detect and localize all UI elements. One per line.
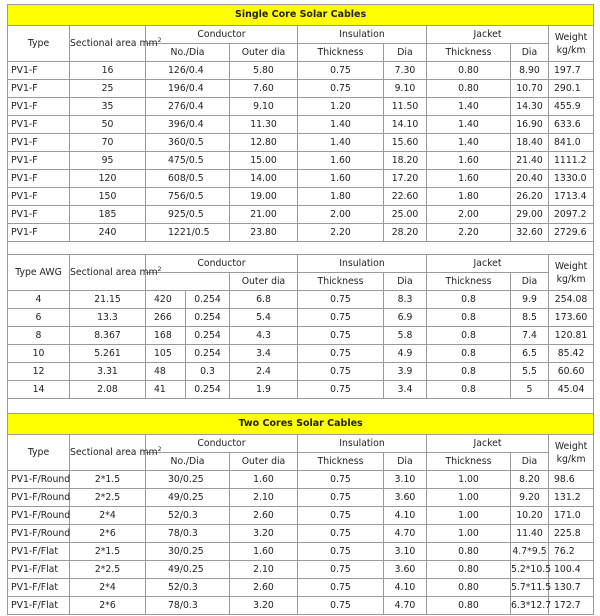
no-dia-cell: 276/0.4 (146, 98, 230, 116)
type-cell: PV1-F/Flat (8, 579, 70, 597)
no-dia-cell: 30/0.25 (146, 471, 230, 489)
ins-thickness-cell: 0.75 (298, 561, 384, 579)
type-cell: PV1-F (8, 62, 70, 80)
outer-dia-cell: 3.20 (230, 597, 298, 615)
table-row (8, 381, 594, 399)
area-cell: 95 (70, 152, 146, 170)
jac-dia-cell: 14.30 (511, 98, 549, 116)
jac-thickness-cell: 1.00 (427, 507, 511, 525)
type-cell: PV1-F/Round (8, 489, 70, 507)
weight-cell: 225.8 (549, 525, 594, 543)
outer-dia-cell: 2.10 (230, 489, 298, 507)
ins-thickness-cell: 0.75 (298, 327, 384, 345)
table-row (8, 134, 594, 152)
type-cell: PV1-F (8, 170, 70, 188)
jac-dia-cell: 8.5 (511, 309, 549, 327)
jac-dia-cell: 7.4 (511, 327, 549, 345)
table-row (8, 224, 594, 242)
wire-count-cell: 420 (146, 291, 186, 309)
s2-gap-row (8, 399, 594, 414)
jac-thickness-cell: 0.80 (427, 62, 511, 80)
type-cell: PV1-F/Flat (8, 597, 70, 615)
no-dia-cell: 1221/0.5 (146, 224, 230, 242)
no-dia-cell: 196/0.4 (146, 80, 230, 98)
type-cell: PV1-F/Round (8, 525, 70, 543)
ins-dia-cell: 3.60 (384, 489, 427, 507)
jac-dia-cell: 5.2*10.5 (511, 561, 549, 579)
no-dia-cell: 78/0.3 (146, 597, 230, 615)
jac-thickness-cell: 0.8 (427, 345, 511, 363)
table-row (8, 309, 594, 327)
jac-thickness-cell: 1.40 (427, 98, 511, 116)
jac-thickness-cell: 1.80 (427, 188, 511, 206)
no-dia-cell: 49/0.25 (146, 489, 230, 507)
type-cell: PV1-F (8, 98, 70, 116)
area-cell: 2*6 (70, 525, 146, 543)
weight-cell: 60.60 (549, 363, 594, 381)
s1-insulation-header: Insulation (298, 26, 427, 44)
ins-thickness-cell: 1.60 (298, 152, 384, 170)
s3-ins-dia-header: Dia (384, 453, 427, 471)
no-dia-cell: 360/0.5 (146, 134, 230, 152)
s2-nodia-header-blank (146, 273, 230, 291)
ins-thickness-cell: 0.75 (298, 579, 384, 597)
cable-spec-sheet (7, 4, 593, 615)
type-cell: PV1-F (8, 188, 70, 206)
s1-jac-dia-header: Dia (511, 44, 549, 62)
table-row (8, 80, 594, 98)
ins-thickness-cell: 0.75 (298, 309, 384, 327)
weight-cell: 633.6 (549, 116, 594, 134)
wire-dia-cell: 0.254 (186, 345, 230, 363)
wire-count-cell: 168 (146, 327, 186, 345)
ins-dia-cell: 5.8 (384, 327, 427, 345)
ins-dia-cell: 4.9 (384, 345, 427, 363)
s1-type-header: Type (8, 26, 70, 62)
table-row (8, 188, 594, 206)
outer-dia-cell: 2.60 (230, 579, 298, 597)
jac-dia-cell: 20.40 (511, 170, 549, 188)
ins-dia-cell: 3.10 (384, 543, 427, 561)
table-row (8, 170, 594, 188)
outer-dia-cell: 5.4 (230, 309, 298, 327)
s3-ins-thickness-header: Thickness (298, 453, 384, 471)
s1-ins-dia-header: Dia (384, 44, 427, 62)
jac-dia-cell: 5 (511, 381, 549, 399)
wire-dia-cell: 0.3 (186, 363, 230, 381)
jac-dia-cell: 21.40 (511, 152, 549, 170)
table-row (8, 116, 594, 134)
ins-dia-cell: 17.20 (384, 170, 427, 188)
jac-dia-cell: 9.20 (511, 489, 549, 507)
table-row (8, 579, 594, 597)
area-cell: 150 (70, 188, 146, 206)
awg-cell: 14 (8, 381, 70, 399)
jac-thickness-cell: 1.00 (427, 525, 511, 543)
s1-ins-thickness-header: Thickness (298, 44, 384, 62)
type-cell: PV1-F (8, 80, 70, 98)
ins-thickness-cell: 0.75 (298, 80, 384, 98)
wire-count-cell: 266 (146, 309, 186, 327)
s2-ins-dia-header: Dia (384, 273, 427, 291)
area-cell: 2*4 (70, 507, 146, 525)
no-dia-cell: 475/0.5 (146, 152, 230, 170)
s3-jac-thickness-header: Thickness (427, 453, 511, 471)
s2-jacket-header: Jacket (427, 255, 549, 273)
ins-thickness-cell: 0.75 (298, 525, 384, 543)
type-cell: PV1-F (8, 224, 70, 242)
type-cell: PV1-F/Flat (8, 561, 70, 579)
wire-dia-cell: 0.254 (186, 291, 230, 309)
table-row (8, 291, 594, 309)
s2-insulation-header: Insulation (298, 255, 427, 273)
s2-area-header: Sectional area $mm^2$ (70, 255, 146, 291)
table-row (8, 471, 594, 489)
weight-cell: 173.60 (549, 309, 594, 327)
cable-spec-table (7, 4, 594, 615)
table-row (8, 345, 594, 363)
ins-dia-cell: 7.30 (384, 62, 427, 80)
table-row (8, 327, 594, 345)
weight-cell: 85.42 (549, 345, 594, 363)
ins-thickness-cell: 2.00 (298, 206, 384, 224)
ins-thickness-cell: 0.75 (298, 62, 384, 80)
area-cell: 2*4 (70, 579, 146, 597)
ins-dia-cell: 9.10 (384, 80, 427, 98)
ins-thickness-cell: 0.75 (298, 363, 384, 381)
jac-thickness-cell: 0.8 (427, 363, 511, 381)
s3-header-row-1 (8, 435, 594, 453)
awg-cell: 8 (8, 327, 70, 345)
ins-thickness-cell: 0.75 (298, 489, 384, 507)
weight-cell: 455.9 (549, 98, 594, 116)
no-dia-cell: 925/0.5 (146, 206, 230, 224)
table-row (8, 489, 594, 507)
outer-dia-cell: 3.4 (230, 345, 298, 363)
area-cell: 21.15 (70, 291, 146, 309)
jac-dia-cell: 5.7*11.5 (511, 579, 549, 597)
area-cell: 50 (70, 116, 146, 134)
s3-nodia-header: No./Dia (146, 453, 230, 471)
jac-dia-cell: 6.5 (511, 345, 549, 363)
outer-dia-cell: 1.60 (230, 471, 298, 489)
jac-thickness-cell: 0.80 (427, 579, 511, 597)
table-row (8, 543, 594, 561)
outer-dia-cell: 21.00 (230, 206, 298, 224)
weight-cell: 100.4 (549, 561, 594, 579)
ins-thickness-cell: 1.40 (298, 116, 384, 134)
s1-header-row-1 (8, 26, 594, 44)
outer-dia-cell: 7.60 (230, 80, 298, 98)
ins-thickness-cell: 0.75 (298, 507, 384, 525)
two-cores-rows (8, 471, 594, 615)
ins-dia-cell: 6.9 (384, 309, 427, 327)
jac-dia-cell: 11.40 (511, 525, 549, 543)
jac-thickness-cell: 0.8 (427, 291, 511, 309)
area-cell: 2.08 (70, 381, 146, 399)
jac-thickness-cell: 0.8 (427, 309, 511, 327)
s3-jac-dia-header: Dia (511, 453, 549, 471)
ins-thickness-cell: 1.20 (298, 98, 384, 116)
weight-cell: 1330.0 (549, 170, 594, 188)
awg-cell: 12 (8, 363, 70, 381)
ins-thickness-cell: 0.75 (298, 381, 384, 399)
ins-thickness-cell: 1.40 (298, 134, 384, 152)
area-cell: 240 (70, 224, 146, 242)
outer-dia-cell: 5.80 (230, 62, 298, 80)
ins-dia-cell: 25.00 (384, 206, 427, 224)
ins-thickness-cell: 2.20 (298, 224, 384, 242)
jac-thickness-cell: 0.8 (427, 381, 511, 399)
weight-cell: 2097.2 (549, 206, 594, 224)
weight-cell: 171.0 (549, 507, 594, 525)
area-cell: 25 (70, 80, 146, 98)
no-dia-cell: 49/0.25 (146, 561, 230, 579)
weight-cell: 841.0 (549, 134, 594, 152)
table-row (8, 98, 594, 116)
jac-dia-cell: 10.20 (511, 507, 549, 525)
s2-header-row-1 (8, 255, 594, 273)
s1-conductor-header: Conductor (146, 26, 298, 44)
weight-cell: 120.81 (549, 327, 594, 345)
ins-dia-cell: 28.20 (384, 224, 427, 242)
jac-dia-cell: 9.9 (511, 291, 549, 309)
ins-dia-cell: 4.70 (384, 525, 427, 543)
jac-dia-cell: 4.7*9.5 (511, 543, 549, 561)
s3-jacket-header: Jacket (427, 435, 549, 453)
awg-rows (8, 291, 594, 399)
no-dia-cell: 756/0.5 (146, 188, 230, 206)
outer-dia-cell: 4.3 (230, 327, 298, 345)
outer-dia-cell: 6.8 (230, 291, 298, 309)
table-row (8, 597, 594, 615)
s3-weight-header: Weight kg/km (549, 435, 594, 471)
s3-area-header: Sectional area $mm^2$ (70, 435, 146, 471)
outer-dia-cell: 14.00 (230, 170, 298, 188)
jac-dia-cell: 26.20 (511, 188, 549, 206)
weight-cell: 1713.4 (549, 188, 594, 206)
weight-cell: 254.08 (549, 291, 594, 309)
area-cell: 16 (70, 62, 146, 80)
jac-dia-cell: 6.3*12.7 (511, 597, 549, 615)
jac-dia-cell: 16.90 (511, 116, 549, 134)
awg-cell: 6 (8, 309, 70, 327)
area-cell: 185 (70, 206, 146, 224)
outer-dia-cell: 1.60 (230, 543, 298, 561)
s2-jac-thickness-header: Thickness (427, 273, 511, 291)
no-dia-cell: 30/0.25 (146, 543, 230, 561)
outer-dia-cell: 23.80 (230, 224, 298, 242)
outer-dia-cell: 2.10 (230, 561, 298, 579)
area-cell: 35 (70, 98, 146, 116)
area-cell: 2*1.5 (70, 471, 146, 489)
table-row (8, 363, 594, 381)
jac-dia-cell: 8.90 (511, 62, 549, 80)
outer-dia-cell: 12.80 (230, 134, 298, 152)
no-dia-cell: 396/0.4 (146, 116, 230, 134)
table-row (8, 561, 594, 579)
wire-dia-cell: 0.254 (186, 381, 230, 399)
s2-jac-dia-header: Dia (511, 273, 549, 291)
area-cell: 70 (70, 134, 146, 152)
weight-cell: 1111.2 (549, 152, 594, 170)
area-cell: 120 (70, 170, 146, 188)
outer-dia-cell: 19.00 (230, 188, 298, 206)
table-row (8, 206, 594, 224)
single-core-title-row (8, 5, 594, 26)
wire-dia-cell: 0.254 (186, 327, 230, 345)
weight-cell: 76.2 (549, 543, 594, 561)
s3-insulation-header: Insulation (298, 435, 427, 453)
weight-cell: 172.7 (549, 597, 594, 615)
jac-thickness-cell: 1.40 (427, 134, 511, 152)
ins-dia-cell: 4.70 (384, 597, 427, 615)
wire-count-cell: 48 (146, 363, 186, 381)
outer-dia-cell: 2.4 (230, 363, 298, 381)
jac-thickness-cell: 2.00 (427, 206, 511, 224)
s3-conductor-header: Conductor (146, 435, 298, 453)
s1-outer-dia-header: Outer dia (230, 44, 298, 62)
area-cell: 13.3 (70, 309, 146, 327)
ins-dia-cell: 22.60 (384, 188, 427, 206)
ins-dia-cell: 11.50 (384, 98, 427, 116)
jac-thickness-cell: 0.80 (427, 80, 511, 98)
weight-cell: 2729.6 (549, 224, 594, 242)
type-cell: PV1-F/Flat (8, 543, 70, 561)
type-cell: PV1-F (8, 152, 70, 170)
type-cell: PV1-F/Round (8, 507, 70, 525)
jac-thickness-cell: 0.80 (427, 597, 511, 615)
weight-cell: 45.04 (549, 381, 594, 399)
ins-thickness-cell: 1.80 (298, 188, 384, 206)
weight-cell: 131.2 (549, 489, 594, 507)
awg-cell: 4 (8, 291, 70, 309)
outer-dia-cell: 9.10 (230, 98, 298, 116)
no-dia-cell: 608/0.5 (146, 170, 230, 188)
no-dia-cell: 126/0.4 (146, 62, 230, 80)
ins-thickness-cell: 0.75 (298, 543, 384, 561)
weight-cell: 290.1 (549, 80, 594, 98)
ins-dia-cell: 3.9 (384, 363, 427, 381)
outer-dia-cell: 3.20 (230, 525, 298, 543)
s2-conductor-header: Conductor (146, 255, 298, 273)
ins-dia-cell: 15.60 (384, 134, 427, 152)
type-cell: PV1-F (8, 116, 70, 134)
two-cores-title-row (8, 414, 594, 435)
ins-dia-cell: 4.10 (384, 579, 427, 597)
area-cell: 2*6 (70, 597, 146, 615)
s1-jacket-header: Jacket (427, 26, 549, 44)
jac-dia-cell: 10.70 (511, 80, 549, 98)
ins-thickness-cell: 0.75 (298, 291, 384, 309)
area-cell: 5.261 (70, 345, 146, 363)
ins-dia-cell: 3.60 (384, 561, 427, 579)
ins-dia-cell: 18.20 (384, 152, 427, 170)
jac-thickness-cell: 0.80 (427, 561, 511, 579)
ins-dia-cell: 3.10 (384, 471, 427, 489)
area-cell: 2*2.5 (70, 561, 146, 579)
s2-type-header: Type AWG (8, 255, 70, 291)
jac-thickness-cell: 1.00 (427, 489, 511, 507)
outer-dia-cell: 2.60 (230, 507, 298, 525)
ins-dia-cell: 3.4 (384, 381, 427, 399)
ins-dia-cell: 8.3 (384, 291, 427, 309)
ins-thickness-cell: 0.75 (298, 597, 384, 615)
no-dia-cell: 78/0.3 (146, 525, 230, 543)
jac-thickness-cell: 1.60 (427, 152, 511, 170)
s2-ins-thickness-header: Thickness (298, 273, 384, 291)
area-cell: 2*1.5 (70, 543, 146, 561)
type-cell: PV1-F (8, 134, 70, 152)
s3-outer-dia-header: Outer dia (230, 453, 298, 471)
s1-gap-row (8, 242, 594, 255)
weight-cell: 98.6 (549, 471, 594, 489)
table-row (8, 152, 594, 170)
outer-dia-cell: 15.00 (230, 152, 298, 170)
wire-dia-cell: 0.254 (186, 309, 230, 327)
weight-cell: 130.7 (549, 579, 594, 597)
jac-dia-cell: 29.00 (511, 206, 549, 224)
type-cell: PV1-F/Round (8, 471, 70, 489)
type-cell: PV1-F (8, 206, 70, 224)
jac-thickness-cell: 0.8 (427, 327, 511, 345)
jac-thickness-cell: 2.20 (427, 224, 511, 242)
wire-count-cell: 41 (146, 381, 186, 399)
jac-dia-cell: 5.5 (511, 363, 549, 381)
s3-type-header: Type (8, 435, 70, 471)
jac-thickness-cell: 1.40 (427, 116, 511, 134)
s2-outer-dia-header: Outer dia (230, 273, 298, 291)
single-core-rows (8, 62, 594, 242)
jac-thickness-cell: 1.00 (427, 471, 511, 489)
ins-thickness-cell: 0.75 (298, 345, 384, 363)
ins-thickness-cell: 1.60 (298, 170, 384, 188)
ins-dia-cell: 4.10 (384, 507, 427, 525)
ins-dia-cell: 14.10 (384, 116, 427, 134)
area-cell: 3.31 (70, 363, 146, 381)
wire-count-cell: 105 (146, 345, 186, 363)
awg-cell: 10 (8, 345, 70, 363)
table-row (8, 507, 594, 525)
single-core-title: Single Core Solar Cables (8, 5, 594, 26)
outer-dia-cell: 1.9 (230, 381, 298, 399)
area-cell: 8.367 (70, 327, 146, 345)
outer-dia-cell: 11.30 (230, 116, 298, 134)
ins-thickness-cell: 0.75 (298, 471, 384, 489)
s2-weight-header: Weight kg/km (549, 255, 594, 291)
s1-jac-thickness-header: Thickness (427, 44, 511, 62)
area-cell: 2*2.5 (70, 489, 146, 507)
jac-dia-cell: 8.20 (511, 471, 549, 489)
table-row (8, 62, 594, 80)
jac-dia-cell: 32.60 (511, 224, 549, 242)
weight-cell: 197.7 (549, 62, 594, 80)
no-dia-cell: 52/0.3 (146, 507, 230, 525)
table-row (8, 525, 594, 543)
jac-dia-cell: 18.40 (511, 134, 549, 152)
jac-thickness-cell: 0.80 (427, 543, 511, 561)
s1-nodia-header: No./Dia (146, 44, 230, 62)
s1-area-header: Sectional area $mm^2$ (70, 26, 146, 62)
no-dia-cell: 52/0.3 (146, 579, 230, 597)
s1-weight-header: Weight kg/km (549, 26, 594, 62)
two-cores-title: Two Cores Solar Cables (8, 414, 594, 435)
jac-thickness-cell: 1.60 (427, 170, 511, 188)
